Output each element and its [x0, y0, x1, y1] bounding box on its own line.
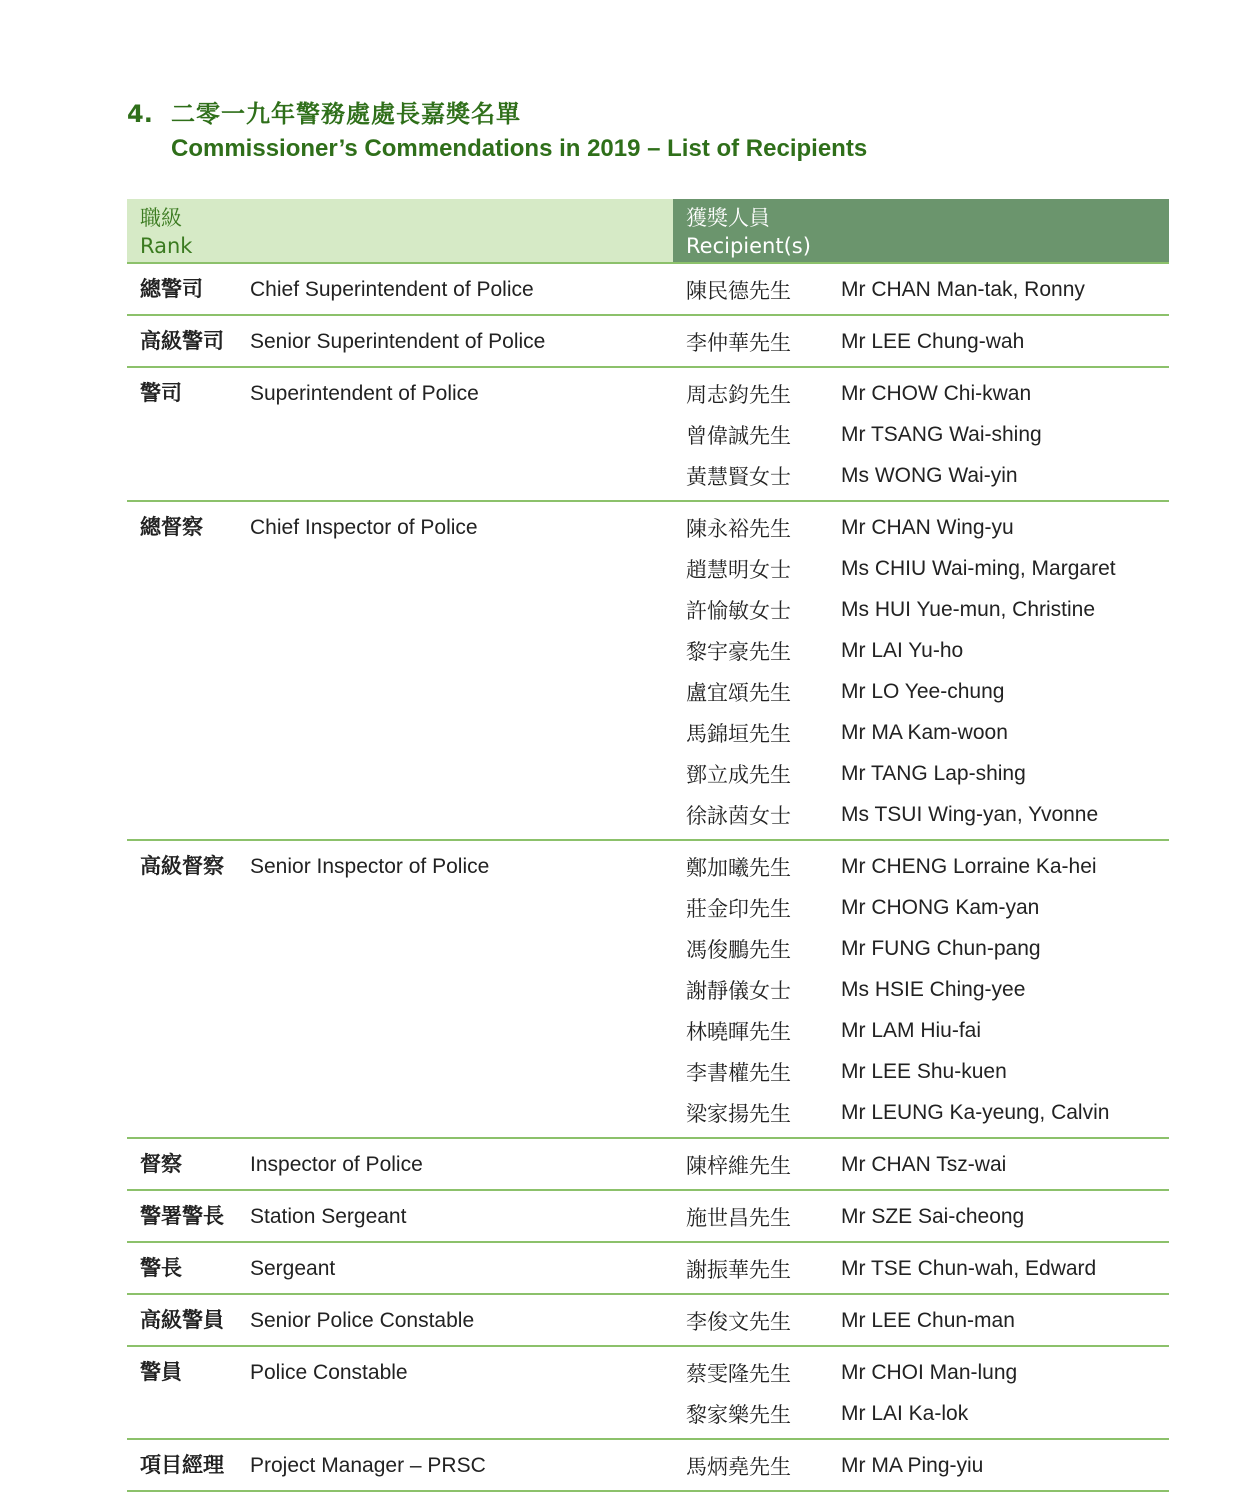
- recipient-name-en: Ms HSIE Ching-yee: [841, 977, 1026, 1001]
- recipient-list: [673, 1300, 1169, 1341]
- recipient-name-en: Mr LO Yee-chung: [841, 679, 1005, 703]
- recipient-row: [673, 269, 1169, 310]
- recipient-name-zh: 陳梓維先生: [686, 1153, 791, 1178]
- rank-en: Chief Inspector of Police: [250, 516, 478, 539]
- rank-zh: 高級警員: [140, 1308, 224, 1332]
- recipient-name-zh: 黎家樂先生: [686, 1402, 791, 1427]
- recipient-row: [673, 794, 1169, 835]
- recipient-name-zh: 謝靜儀女士: [686, 978, 791, 1003]
- rank-group: [127, 1295, 1169, 1347]
- rank-zh: 警署警長: [140, 1204, 224, 1228]
- recipient-name-zh: 蔡雯隆先生: [686, 1361, 791, 1386]
- recipients-table: [127, 199, 1169, 1492]
- rank-header-zh: 職級: [140, 206, 182, 230]
- recipient-name-zh: 莊金印先生: [686, 896, 791, 921]
- recipient-name-en: Mr LEE Chun-man: [841, 1308, 1015, 1332]
- recipient-row: [673, 928, 1169, 969]
- recipient-row: [673, 321, 1169, 362]
- recipient-name-en: Mr FUNG Chun-pang: [841, 936, 1041, 960]
- recipient-row: [673, 1010, 1169, 1051]
- recipient-row: [673, 1144, 1169, 1185]
- recipient-name-zh: 許愉敏女士: [686, 598, 791, 623]
- recipient-row: [673, 455, 1169, 496]
- recipient-name-zh: 盧宜頌先生: [686, 680, 791, 705]
- recipient-name-zh: 陳永裕先生: [686, 516, 791, 541]
- section-number: 4.: [127, 100, 153, 128]
- recipient-name-zh: 馬炳堯先生: [686, 1454, 791, 1479]
- recipient-header-en: Recipient(s): [686, 234, 811, 258]
- recipient-name-zh: 馬錦垣先生: [686, 721, 791, 746]
- recipient-row: [673, 753, 1169, 794]
- recipient-row: [673, 1092, 1169, 1133]
- recipient-name-en: Mr MA Ping-yiu: [841, 1453, 984, 1477]
- recipient-name-zh: 黃慧賢女士: [686, 464, 791, 489]
- recipient-name-en: Mr LEE Shu-kuen: [841, 1059, 1007, 1083]
- recipient-name-zh: 李仲華先生: [686, 330, 791, 355]
- recipient-row: [673, 887, 1169, 928]
- recipient-row: [673, 548, 1169, 589]
- rank-en: Chief Superintendent of Police: [250, 278, 534, 301]
- rank-zh: 項目經理: [140, 1453, 224, 1477]
- recipient-row: [673, 589, 1169, 630]
- rank-en: Sergeant: [250, 1257, 336, 1280]
- rank-group: [127, 264, 1169, 316]
- recipient-row: [673, 712, 1169, 753]
- rank-zh: 警長: [140, 1256, 182, 1280]
- rank-group: [127, 1243, 1169, 1295]
- recipient-name-en: Mr LAI Yu-ho: [841, 638, 964, 662]
- rank-group: [127, 1191, 1169, 1243]
- recipient-name-en: Ms WONG Wai-yin: [841, 463, 1018, 487]
- recipient-list: [673, 1144, 1169, 1185]
- recipient-row: [673, 1196, 1169, 1237]
- recipient-name-zh: 林曉暉先生: [686, 1019, 791, 1044]
- recipient-name-zh: 李書權先生: [686, 1060, 791, 1085]
- rank-group: [127, 841, 1169, 1139]
- rank-en: Inspector of Police: [250, 1153, 423, 1176]
- rank-group: [127, 1440, 1169, 1492]
- recipient-header-zh: 獲獎人員: [686, 206, 770, 230]
- recipient-row: [673, 969, 1169, 1010]
- rank-group: [127, 1347, 1169, 1440]
- recipient-name-en: Mr LEE Chung-wah: [841, 329, 1025, 353]
- rank-zh: 總警司: [140, 277, 203, 301]
- recipient-name-en: Mr LAI Ka-lok: [841, 1401, 969, 1425]
- rank-header-en: Rank: [140, 234, 193, 258]
- recipient-name-en: Mr CHONG Kam-yan: [841, 895, 1040, 919]
- rank-group: [127, 502, 1169, 841]
- recipient-row: [673, 1445, 1169, 1486]
- recipient-row: [673, 1248, 1169, 1289]
- rank-en: Police Constable: [250, 1361, 408, 1384]
- recipient-name-zh: 施世昌先生: [686, 1205, 791, 1230]
- recipient-row: [673, 1352, 1169, 1393]
- recipient-name-zh: 李俊文先生: [686, 1309, 791, 1334]
- recipient-name-en: Ms CHIU Wai-ming, Margaret: [841, 556, 1116, 580]
- recipient-list: [673, 1196, 1169, 1237]
- section-heading: [127, 94, 1167, 163]
- recipient-name-zh: 曾偉誠先生: [686, 423, 791, 448]
- recipient-name-zh: 馮俊鵬先生: [686, 937, 791, 962]
- recipient-name-zh: 梁家揚先生: [686, 1101, 791, 1126]
- recipient-name-en: Ms HUI Yue-mun, Christine: [841, 597, 1096, 621]
- rank-group: [127, 368, 1169, 502]
- section-title-zh: 二零一九年警務處處長嘉獎名單: [171, 100, 521, 128]
- rank-group: [127, 1139, 1169, 1191]
- rank-zh: 總督察: [140, 515, 203, 539]
- recipient-row: [673, 1051, 1169, 1092]
- recipient-name-zh: 趙慧明女士: [686, 557, 791, 582]
- recipient-list: [673, 321, 1169, 362]
- recipient-row: [673, 373, 1169, 414]
- recipient-row: [673, 414, 1169, 455]
- rank-zh: 督察: [140, 1152, 182, 1176]
- rank-en: Senior Inspector of Police: [250, 855, 490, 878]
- rank-en: Senior Police Constable: [250, 1309, 475, 1332]
- recipient-row: [673, 846, 1169, 887]
- recipient-name-zh: 鄧立成先生: [686, 762, 791, 787]
- recipient-name-en: Mr LAM Hiu-fai: [841, 1018, 982, 1042]
- recipient-name-en: Mr TSE Chun-wah, Edward: [841, 1256, 1097, 1280]
- recipient-name-en: Mr TANG Lap-shing: [841, 761, 1026, 785]
- recipient-name-en: Mr CHOI Man-lung: [841, 1360, 1018, 1384]
- rank-zh: 高級督察: [140, 854, 224, 878]
- recipient-list: [673, 1445, 1169, 1486]
- recipient-list: [673, 1248, 1169, 1289]
- recipient-row: [673, 630, 1169, 671]
- recipient-name-en: Ms TSUI Wing-yan, Yvonne: [841, 802, 1099, 826]
- recipient-name-zh: 周志鈞先生: [686, 382, 791, 407]
- section-title-en: Commissioner’s Commendations in 2019 – List of Recipients: [171, 135, 868, 162]
- recipient-name-en: Mr LEUNG Ka-yeung, Calvin: [841, 1100, 1110, 1124]
- rank-zh: 高級警司: [140, 329, 224, 353]
- rank-en: Superintendent of Police: [250, 382, 479, 405]
- recipient-name-zh: 黎宇豪先生: [686, 639, 791, 664]
- recipient-name-en: Mr CHENG Lorraine Ka-hei: [841, 854, 1097, 878]
- recipient-name-en: Mr SZE Sai-cheong: [841, 1204, 1025, 1228]
- recipient-column-header: [673, 199, 1169, 262]
- recipient-name-zh: 陳民德先生: [686, 278, 791, 303]
- recipient-row: [673, 671, 1169, 712]
- recipient-name-en: Mr TSANG Wai-shing: [841, 422, 1042, 446]
- recipient-row: [673, 1393, 1169, 1434]
- table-header: [127, 199, 1169, 264]
- rank-column-header: [127, 199, 673, 262]
- recipient-name-zh: 鄭加曦先生: [686, 855, 791, 880]
- rank-group: [127, 316, 1169, 368]
- recipient-name-en: Mr MA Kam-woon: [841, 720, 1008, 744]
- recipient-name-en: Mr CHAN Tsz-wai: [841, 1152, 1007, 1176]
- rank-en: Project Manager – PRSC: [250, 1454, 486, 1477]
- rank-en: Station Sergeant: [250, 1205, 407, 1228]
- recipient-row: [673, 1300, 1169, 1341]
- recipient-list: [673, 373, 1169, 496]
- recipient-row: [673, 507, 1169, 548]
- recipient-name-zh: 謝振華先生: [686, 1257, 791, 1282]
- recipient-list: [673, 846, 1169, 1133]
- recipient-name-zh: 徐詠茵女士: [686, 803, 791, 828]
- recipient-name-en: Mr CHAN Man-tak, Ronny: [841, 277, 1085, 301]
- recipient-list: [673, 269, 1169, 310]
- recipient-list: [673, 1352, 1169, 1434]
- rank-en: Senior Superintendent of Police: [250, 330, 546, 353]
- rank-zh: 警司: [140, 381, 182, 405]
- rank-zh: 警員: [140, 1360, 182, 1384]
- recipient-name-en: Mr CHAN Wing-yu: [841, 515, 1014, 539]
- table-body: [127, 264, 1169, 1492]
- recipient-list: [673, 507, 1169, 835]
- recipient-name-en: Mr CHOW Chi-kwan: [841, 381, 1032, 405]
